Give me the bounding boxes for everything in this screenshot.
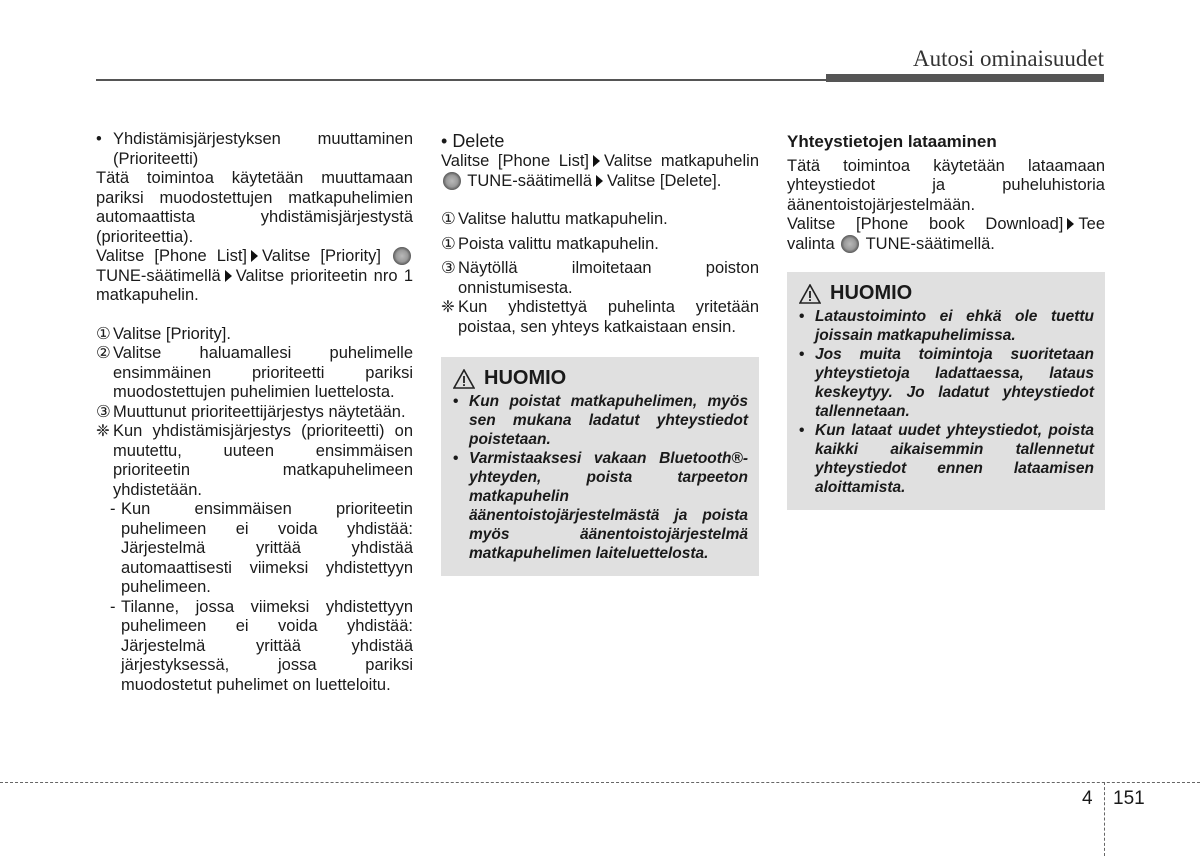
bullet-item: • Delete <box>441 131 505 151</box>
footer-rule <box>0 782 1200 783</box>
dash-item: - Tilanne, jossa viimeksi yhdistettyyn puhelimeen ei voida yhdistää: Järjestelmä yrittää yhdistää järjestyksessä, jossa pariksi muodostetut puhelimet on luetteloitu. <box>110 597 413 694</box>
bullet-text: Yhdistämisjärjestyksen muuttaminen (Prioriteetti) <box>113 130 413 168</box>
caution-box <box>441 357 759 576</box>
instruction-text: Valitse prioriteetin nro 1 matkapuhelin. <box>96 266 413 304</box>
page-header-title: Autosi ominaisuudet <box>912 46 1104 71</box>
section-heading: Yhteystietojen lataaminen <box>787 132 997 151</box>
caution-title <box>799 284 1094 304</box>
instruction-text: Valitse [Phone List] <box>441 152 589 170</box>
bullet-text: Delete <box>452 131 505 151</box>
instruction-text: Valitse [Priority] <box>262 247 381 265</box>
header-rule <box>96 79 826 81</box>
header-rule-accent <box>826 74 1104 82</box>
caution-item: • Kun lataat uudet yhteystiedot, poista kaikki aikaisemmin tallennetut yhteystiedot ennen lataamisen aloittamista. <box>799 422 1094 496</box>
instruction-text: TUNE-säätimellä <box>467 171 592 190</box>
footer-divider <box>1104 782 1105 856</box>
column-left <box>96 130 413 695</box>
caution-item: • Varmistaaksesi vakaan Bluetooth®-yhteyden, poista tarpeeton matkapuhelin äänentoistojärjestelmästä ja poista myös äänentoistojärjestelmä matkapuhelimen laiteluettelosta. <box>453 450 748 562</box>
instruction-text: Valitse [Phone List] <box>96 247 248 265</box>
step-item: ① Poista valittu matkapuhelin. <box>441 234 659 253</box>
arrow-right-icon <box>1067 218 1074 230</box>
column-right <box>787 130 1105 510</box>
caution-box <box>787 272 1105 510</box>
warning-icon <box>799 284 821 304</box>
arrow-right-icon <box>251 250 258 262</box>
instruction-text: TUNE-säätimellä. <box>865 234 995 253</box>
column-middle <box>441 130 759 576</box>
instruction <box>96 247 413 306</box>
instruction-text: Tee valinta <box>787 215 1105 253</box>
dash-item: - Kun ensimmäisen prioriteetin puhelimeen ei voida yhdistää: Järjestelmä yrittää yhdistää automaattisesti viimeksi yhdistettyyn puhelimeen. <box>110 500 413 596</box>
arrow-right-icon <box>596 175 603 187</box>
caution-title-text: HUOMIO <box>484 367 567 390</box>
caution-item: • Lataustoiminto ei ehkä ole tuettu joissain matkapuhelimissa. <box>799 308 1094 344</box>
step-item: ③ Näytöllä ilmoitetaan poiston onnistumisesta. <box>441 259 759 297</box>
step-item: ③ Muuttunut prioriteettijärjestys näytetään. <box>96 402 406 421</box>
step-item: ② Valitse haluamallesi puhelimelle ensimmäinen prioriteetti pariksi muodostettujen puhelimien luettelosta. <box>96 344 413 401</box>
step-item: ① Valitse haluttu matkapuhelin. <box>441 210 668 228</box>
bullet-item: • Yhdistämisjärjestyksen muuttaminen (Prioriteetti) <box>96 130 413 168</box>
tune-knob-icon <box>443 172 461 190</box>
arrow-right-icon <box>225 270 232 282</box>
arrow-right-icon <box>593 155 600 167</box>
instruction-text: Valitse [Phone book Download] <box>787 215 1064 233</box>
instruction-text: Valitse matkapuhelin <box>603 152 759 170</box>
instruction <box>787 215 1105 254</box>
caution-title <box>453 369 748 389</box>
page-number: 151 <box>1113 788 1145 809</box>
warning-icon <box>453 369 475 389</box>
note-item: ❈ Kun yhdistämisjärjestys (prioriteetti) on muutettu, uuteen ensimmäisen prioriteetin matkapuhelimeen yhdistetään. <box>96 422 413 499</box>
paragraph: Tätä toimintoa käytetään lataamaan yhteystiedot ja puheluhistoria äänentoistojärjestelmään. <box>787 156 1105 214</box>
instruction <box>441 152 759 191</box>
tune-knob-icon <box>393 247 411 265</box>
tune-knob-icon <box>841 235 859 253</box>
caution-title-text: HUOMIO <box>830 282 913 305</box>
note-item: ❈ Kun yhdistettyä puhelinta yritetään poistaa, sen yhteys katkaistaan ensin. <box>441 298 759 336</box>
instruction-text: TUNE-säätimellä <box>96 266 221 285</box>
caution-item: • Jos muita toimintoja suoritetaan yhteystietoja ladattaessa, lataus keskeytyy. Jo ladatut yhteystiedot tallennetaan. <box>799 346 1094 420</box>
caution-item: • Kun poistat matkapuhelimen, myös sen mukana ladatut yhteystiedot poistetaan. <box>453 393 748 448</box>
instruction-text: Valitse [Delete]. <box>607 171 722 190</box>
chapter-number: 4 <box>1082 788 1093 809</box>
paragraph: Tätä toimintoa käytetään muuttamaan pariksi muodostettujen matkapuhelimien automaattista yhdistämisjärjestystä (prioriteettia). <box>96 169 413 246</box>
step-item: ① Valitse [Priority]. <box>96 324 231 343</box>
